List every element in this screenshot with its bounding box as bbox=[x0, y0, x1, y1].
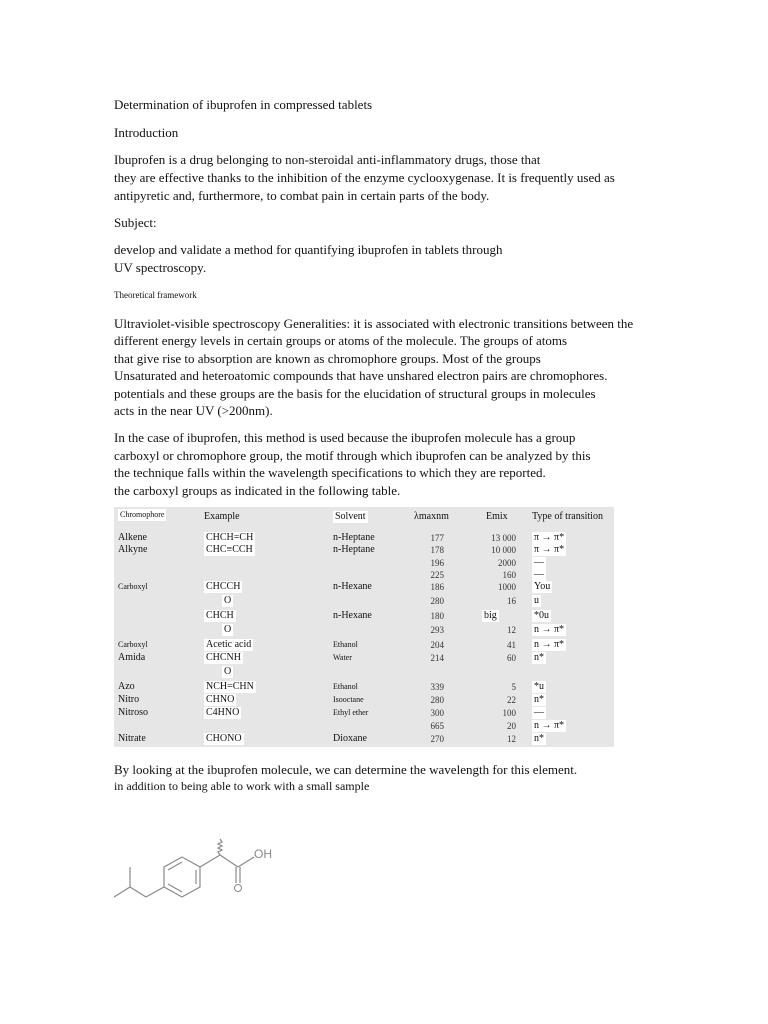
table-cell: Amida bbox=[118, 652, 146, 663]
table-cell: 225 bbox=[430, 570, 444, 580]
case-line: the carboxyl groups as indicated in the following table. bbox=[114, 483, 401, 498]
table-cell: 270 bbox=[430, 734, 444, 744]
chromophore-table bbox=[114, 507, 614, 747]
table-cell: 5 bbox=[511, 682, 516, 692]
table-cell: 180 bbox=[430, 611, 444, 621]
table-cell: 280 bbox=[430, 596, 444, 606]
table-cell: π → π* bbox=[534, 532, 565, 543]
table-cell: 214 bbox=[430, 653, 444, 663]
table-cell: Ethyl ether bbox=[333, 708, 369, 717]
table-cell: u bbox=[534, 595, 539, 606]
table-header-cell: λmaxnm bbox=[414, 511, 449, 522]
framework-line: potentials and these groups are the basis for the elucidation of structural groups in molecules bbox=[114, 386, 596, 401]
table-cell: C4HNO bbox=[206, 707, 240, 718]
table-cell: n* bbox=[534, 694, 544, 705]
table-cell: 20 bbox=[507, 721, 516, 731]
table-cell: CHCNH bbox=[206, 652, 242, 663]
intro-line: they are effective thanks to the inhibition of the enzyme cyclooxygenase. It is frequently used as bbox=[114, 170, 615, 185]
table-header-cell: Example bbox=[204, 511, 240, 522]
table-header-cell: Solvent bbox=[335, 511, 366, 522]
table-cell: Carboxyl bbox=[118, 582, 148, 591]
table-cell: Ethanol bbox=[333, 640, 358, 649]
table-cell: Carboxyl bbox=[118, 640, 148, 649]
framework-line: Ultraviolet-visible spectroscopy Generalities: it is associated with electronic transitions between the bbox=[114, 316, 634, 331]
table-cell: n-Heptane bbox=[333, 544, 375, 555]
table-cell: 196 bbox=[430, 558, 444, 568]
table-cell: Water bbox=[333, 653, 352, 662]
after-line: By looking at the ibuprofen molecule, we can determine the wavelength for this element. bbox=[114, 762, 578, 777]
table-cell: Dioxane bbox=[333, 733, 367, 744]
table-cell: n → π* bbox=[534, 624, 565, 635]
table-cell: — bbox=[534, 557, 544, 568]
table-cell: n* bbox=[534, 733, 544, 744]
table-cell: *u bbox=[534, 681, 544, 692]
intro-line: antipyretic and, furthermore, to combat pain in certain parts of the body. bbox=[114, 188, 490, 203]
table-cell: 339 bbox=[430, 682, 444, 692]
table-cell: 100 bbox=[502, 708, 516, 718]
intro-line: Ibuprofen is a drug belonging to non-steroidal anti-inflammatory drugs, those that bbox=[114, 152, 541, 167]
table-cell: big bbox=[484, 610, 497, 621]
table-cell: — bbox=[534, 569, 544, 580]
table-cell: 10 000 bbox=[491, 545, 516, 555]
table-cell: 177 bbox=[430, 533, 444, 543]
framework-line: different energy levels in certain groups or atoms of the molecule. The groups of atoms bbox=[114, 333, 568, 348]
table-cell: Ethanol bbox=[333, 682, 358, 691]
table-cell: Acetic acid bbox=[206, 639, 252, 650]
framework-line: that give rise to absorption are known as chromophore groups. Most of the groups bbox=[114, 351, 541, 366]
table-cell: 160 bbox=[502, 570, 516, 580]
table-header-cell: Chromophore bbox=[120, 510, 165, 519]
subject-heading: Subject: bbox=[114, 215, 157, 230]
table-cell: 13 000 bbox=[491, 533, 516, 543]
subject-line: UV spectroscopy. bbox=[114, 260, 207, 275]
table-cell: O bbox=[224, 666, 232, 677]
table-cell: 204 bbox=[430, 640, 444, 650]
table-cell: O bbox=[224, 624, 232, 635]
document-title: Determination of ibuprofen in compressed tablets bbox=[114, 97, 373, 112]
table-cell: CHNO bbox=[206, 694, 235, 705]
table-cell: 60 bbox=[507, 653, 516, 663]
case-line: the technique falls within the wavelength specifications to which they are reported. bbox=[114, 465, 546, 480]
subject-line: develop and validate a method for quantifying ibuprofen in tablets through bbox=[114, 242, 503, 257]
hydroxyl-label: OH bbox=[254, 847, 272, 861]
table-cell: 22 bbox=[507, 695, 516, 705]
table-cell: NCH=CHN bbox=[206, 681, 254, 692]
table-cell: Azo bbox=[118, 681, 135, 692]
table-cell: 178 bbox=[430, 545, 444, 555]
table-cell: 293 bbox=[430, 625, 444, 635]
table-cell: 2000 bbox=[498, 558, 516, 568]
table-cell: π → π* bbox=[534, 544, 565, 555]
table-cell: CHONO bbox=[206, 733, 242, 744]
table-cell: — bbox=[534, 707, 544, 718]
table-cell: 16 bbox=[507, 596, 516, 606]
table-cell: O bbox=[224, 595, 232, 606]
table-cell: Isooctane bbox=[333, 695, 364, 704]
table-cell: 186 bbox=[430, 582, 444, 592]
table-cell: 280 bbox=[430, 695, 444, 705]
table-cell: You bbox=[534, 581, 551, 592]
table-cell: 1000 bbox=[498, 582, 516, 592]
table-cell: CHCCH bbox=[206, 581, 241, 592]
table-cell: 12 bbox=[507, 625, 516, 635]
after-line: in addition to being able to work with a small sample bbox=[114, 779, 370, 793]
table-header-cell: Type of transition bbox=[532, 511, 603, 522]
intro-heading: Introduction bbox=[114, 125, 179, 140]
framework-line: acts in the near UV (>200nm). bbox=[114, 403, 273, 418]
table-cell: Alkyne bbox=[118, 544, 148, 555]
table-cell: 41 bbox=[507, 640, 516, 650]
table-cell: n-Hexane bbox=[333, 610, 372, 621]
table-cell: CHCH=CH bbox=[206, 532, 254, 543]
table-cell: CHC≡CCH bbox=[206, 544, 253, 555]
table-cell: n → π* bbox=[534, 720, 565, 731]
framework-heading: Theoretical framework bbox=[114, 290, 197, 300]
table-cell: 12 bbox=[507, 734, 516, 744]
case-line: In the case of ibuprofen, this method is used because the ibuprofen molecule has a group bbox=[114, 430, 576, 445]
table-cell: Nitroso bbox=[118, 707, 148, 718]
table-cell: n → π* bbox=[534, 639, 565, 650]
table-cell: n* bbox=[534, 652, 544, 663]
ibuprofen-structure bbox=[112, 825, 302, 905]
table-cell: n-Heptane bbox=[333, 532, 375, 543]
table-cell: Alkene bbox=[118, 532, 147, 543]
table-cell: Nitrate bbox=[118, 733, 146, 744]
table-cell: Nitro bbox=[118, 694, 140, 705]
case-line: carboxyl or chromophore group, the motif through which ibuprofen can be analyzed by this bbox=[114, 448, 591, 463]
table-cell: CHCH bbox=[206, 610, 234, 621]
table-cell: 665 bbox=[430, 721, 444, 731]
table-cell: n-Hexane bbox=[333, 581, 372, 592]
framework-line: Unsaturated and heteroatomic compounds that have unshared electron pairs are chromophores. bbox=[114, 368, 608, 383]
table-header-cell: Emix bbox=[486, 511, 508, 522]
table-cell: 300 bbox=[430, 708, 444, 718]
table-cell: *0u bbox=[534, 610, 549, 621]
